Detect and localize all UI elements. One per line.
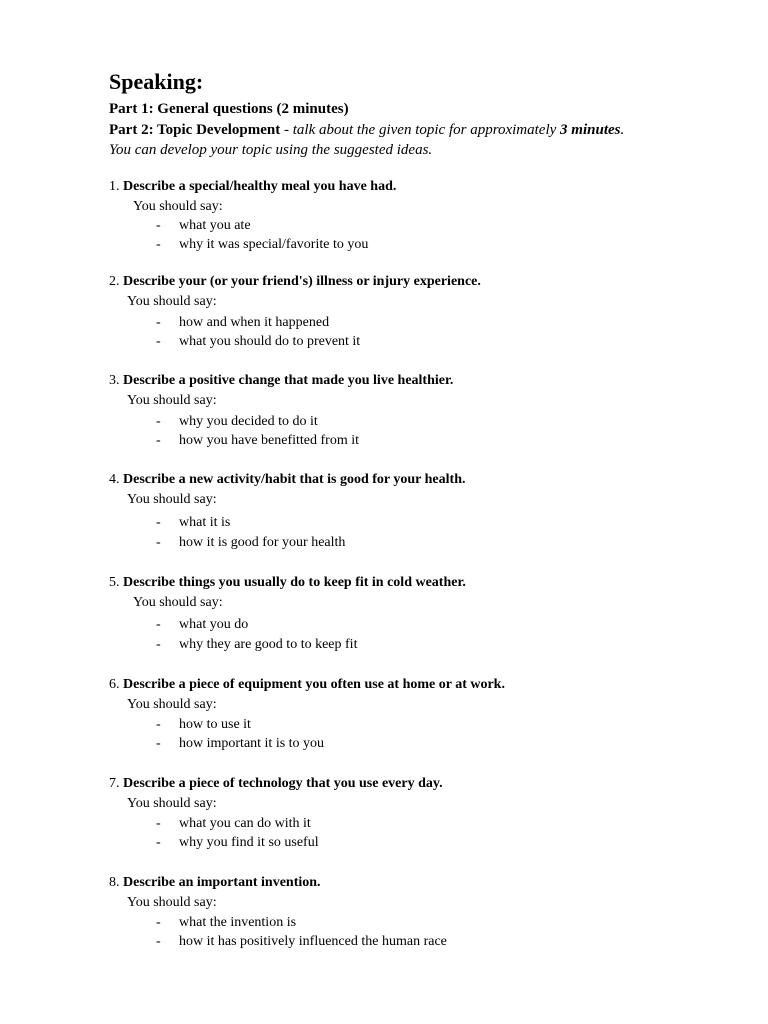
part2-label: Part 2: Topic Development [109,122,281,138]
bullet-item [109,715,729,734]
part2-instructions: You can develop your topic using the suggested ideas. [109,142,433,158]
question-prompt: Describe things you usually do to keep fit in cold weather. [123,575,466,590]
you-should-say: You should say: [127,492,217,507]
bullet-dash: - [156,237,161,252]
question-prompt: Describe a piece of technology that you use every day. [123,776,443,791]
bullet-dash: - [156,717,161,732]
you-should-say: You should say: [127,294,217,309]
part2-heading [109,120,729,160]
bullet-text: how to use it [179,717,251,732]
bullet-text: why they are good to to keep fit [179,637,358,652]
question-prompt-line [109,470,729,490]
bullet-item [109,814,729,833]
question-number: 8. [109,875,120,890]
bullet-item [109,431,729,450]
question-4 [109,470,729,552]
you-should-say: You should say: [127,697,217,712]
bullet-dash: - [156,315,161,330]
bullet-dash: - [156,535,161,550]
bullet-item [109,833,729,852]
bullet-text: how you have benefitted from it [179,433,360,448]
you-should-say: You should say: [133,595,223,610]
bullet-text: what you ate [179,218,251,233]
bullet-dash: - [156,934,161,949]
part2-minutes: 3 minutes [560,122,621,138]
bullet-item [109,913,729,932]
question-prompt: Describe a new activity/habit that is good for your health. [123,472,466,487]
question-5 [109,573,729,654]
bullet-text: why you find it so useful [179,835,319,850]
bullet-dash: - [156,218,161,233]
question-prompt: Describe your (or your friend's) illness or injury experience. [123,274,481,289]
bullet-dash: - [156,915,161,930]
question-6 [109,675,729,753]
question-number: 2. [109,274,120,289]
bullet-text: what you can do with it [179,816,311,831]
part2-intro: - talk about the given topic for approximately [280,122,561,138]
question-7 [109,774,729,852]
question-number: 1. [109,179,120,194]
question-number: 3. [109,373,120,388]
question-prompt-line [109,873,729,893]
question-prompt-line [109,177,729,197]
bullet-dash: - [156,515,161,530]
bullet-text: what you do [179,617,249,632]
bullet-item [109,932,729,951]
bullet-text: how it has positively influenced the human race [179,934,447,949]
bullet-text: how it is good for your health [179,535,346,550]
bullet-item [109,216,729,235]
bullet-text: why it was special/favorite to you [179,237,369,252]
question-prompt-line [109,573,729,593]
bullet-dash: - [156,637,161,652]
bullet-dash: - [156,414,161,429]
question-prompt: Describe a positive change that made you live healthier. [123,373,454,388]
question-8 [109,873,729,951]
bullet-dash: - [156,736,161,751]
part1-heading: Part 1: General questions (2 minutes) [109,101,349,117]
bullet-text: how important it is to you [179,736,325,751]
part2-end: . [620,122,625,138]
question-2 [109,272,729,351]
bullet-dash: - [156,816,161,831]
question-number: 7. [109,776,120,791]
bullet-item [109,635,729,654]
bullet-text: why you decided to do it [179,414,318,429]
question-prompt-line [109,675,729,695]
bullet-dash: - [156,835,161,850]
question-number: 6. [109,677,120,692]
page-title: Speaking: [109,69,204,94]
bullet-item [109,412,729,431]
bullet-dash: - [156,334,161,349]
question-number: 4. [109,472,120,487]
question-prompt: Describe a piece of equipment you often use at home or at work. [123,677,505,692]
you-should-say: You should say: [133,199,223,214]
question-prompt-line [109,272,729,292]
bullet-text: what it is [179,515,231,530]
question-3 [109,371,729,450]
bullet-item [109,533,729,552]
question-prompt: Describe a special/healthy meal you have had. [123,179,397,194]
you-should-say: You should say: [127,895,217,910]
question-prompt-line [109,371,729,391]
bullet-item [109,235,729,254]
bullet-dash: - [156,617,161,632]
question-prompt: Describe an important invention. [123,875,321,890]
bullet-dash: - [156,433,161,448]
question-1 [109,177,729,254]
bullet-item [109,513,729,532]
bullet-item [109,313,729,332]
bullet-item [109,734,729,753]
bullet-text: what the invention is [179,915,297,930]
question-number: 5. [109,575,120,590]
you-should-say: You should say: [127,393,217,408]
bullet-item [109,615,729,634]
bullet-text: what you should do to prevent it [179,334,361,349]
bullet-item [109,332,729,351]
question-prompt-line [109,774,729,794]
you-should-say: You should say: [127,796,217,811]
bullet-text: how and when it happened [179,315,330,330]
